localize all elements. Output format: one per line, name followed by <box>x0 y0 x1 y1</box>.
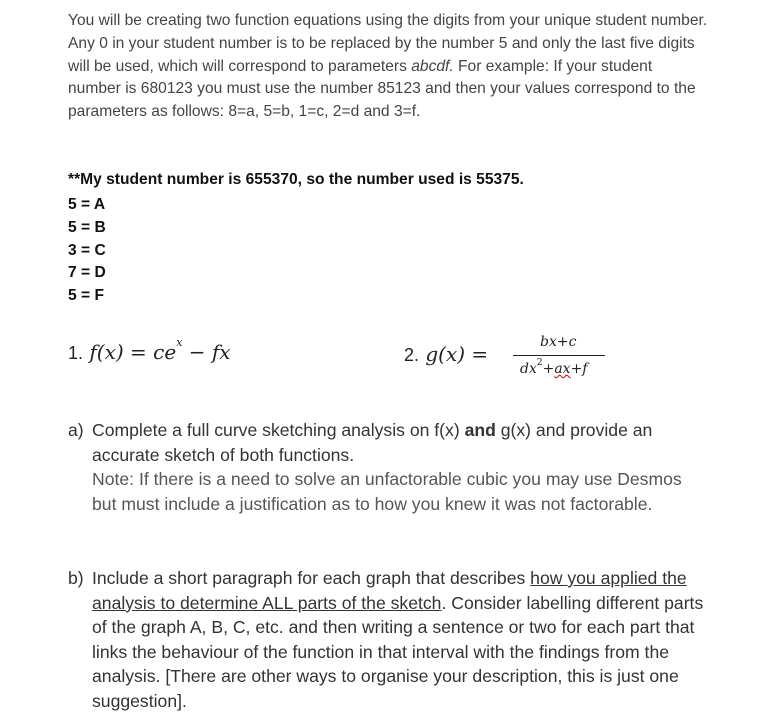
param-a: 5 = A <box>68 196 106 213</box>
item-a-note: If there is a need to solve an unfactorable cubic you may use Desmos but must include a justification as to how you knew it was not factorable. <box>92 469 682 514</box>
instruction-a <box>68 418 708 516</box>
param-c: 3 = C <box>68 241 106 259</box>
den-plus: + <box>542 361 555 377</box>
item-b-text-2: . Consider labelling different parts of the graph A, B, C, etc. and then writing a sentence or two for each part that links the behaviour of the function in that interval with the findings from the analysis. [There are other ways to organise your description, this is just one suggestion]. <box>92 592 704 711</box>
fraction-bar <box>513 355 605 356</box>
item-b-label: b) <box>68 568 84 588</box>
intro-text-1: You will be creating two function equations using the digits from your unique student number. Any 0 in your student number is to be replaced by the number 5 and only the last five digits will be used, which will correspond to parameters <box>68 12 708 75</box>
intro-params-word: abcdf. <box>411 57 454 75</box>
equation-2-lhs: g(x) <box>425 342 466 366</box>
equation-2-equals: = <box>471 342 489 366</box>
den-ax: ax <box>554 361 571 377</box>
item-b-text-1: Include a short paragraph for each graph that describes <box>92 568 531 588</box>
equation-2-numerator: bx+c <box>540 334 577 350</box>
parameter-list <box>68 194 106 308</box>
param-b: 5 = B <box>68 218 106 236</box>
equation-1-rest: − fx <box>188 340 231 364</box>
equation-g-label <box>404 342 488 366</box>
equation-2-number: 2. <box>404 345 420 365</box>
equation-1-equals: = <box>130 340 147 364</box>
den-f: +f <box>570 361 588 377</box>
intro-text-2: For example: If your student number is 680123 you must use the number 85123 and then your values correspond to the parameters as follows: 8=a, 5=b, 1=c, 2=d and 3=f. <box>68 57 696 121</box>
equation-1-number: 1. <box>68 343 84 363</box>
param-d: 7 = D <box>68 264 106 282</box>
item-a-note-label: Note: <box>92 469 135 490</box>
item-a-bold: and <box>464 420 496 440</box>
equation-f <box>68 336 231 364</box>
equation-1-exponent: x <box>176 336 183 349</box>
item-a-label: a) <box>68 420 84 440</box>
equation-1-ce: ce <box>153 340 177 364</box>
den-exponent: 2 <box>536 358 543 368</box>
den-dx: dx <box>520 361 537 377</box>
student-number-line: **My student number is 655370, so the number used is 55375. <box>68 171 524 188</box>
equation-1-lhs: f(x) <box>89 340 124 364</box>
equation-2-denominator <box>520 358 588 377</box>
item-b-underlined: how you applied the analysis to determine ALL parts of the sketch <box>92 568 687 613</box>
item-a-text-1: Complete a full curve sketching analysis on f(x) <box>92 420 465 440</box>
param-f: 5 = F <box>68 287 104 305</box>
instruction-b <box>68 566 708 714</box>
item-a-text-2: g(x) and provide an accurate sketch of both functions. <box>92 420 653 465</box>
intro-paragraph <box>68 10 708 124</box>
